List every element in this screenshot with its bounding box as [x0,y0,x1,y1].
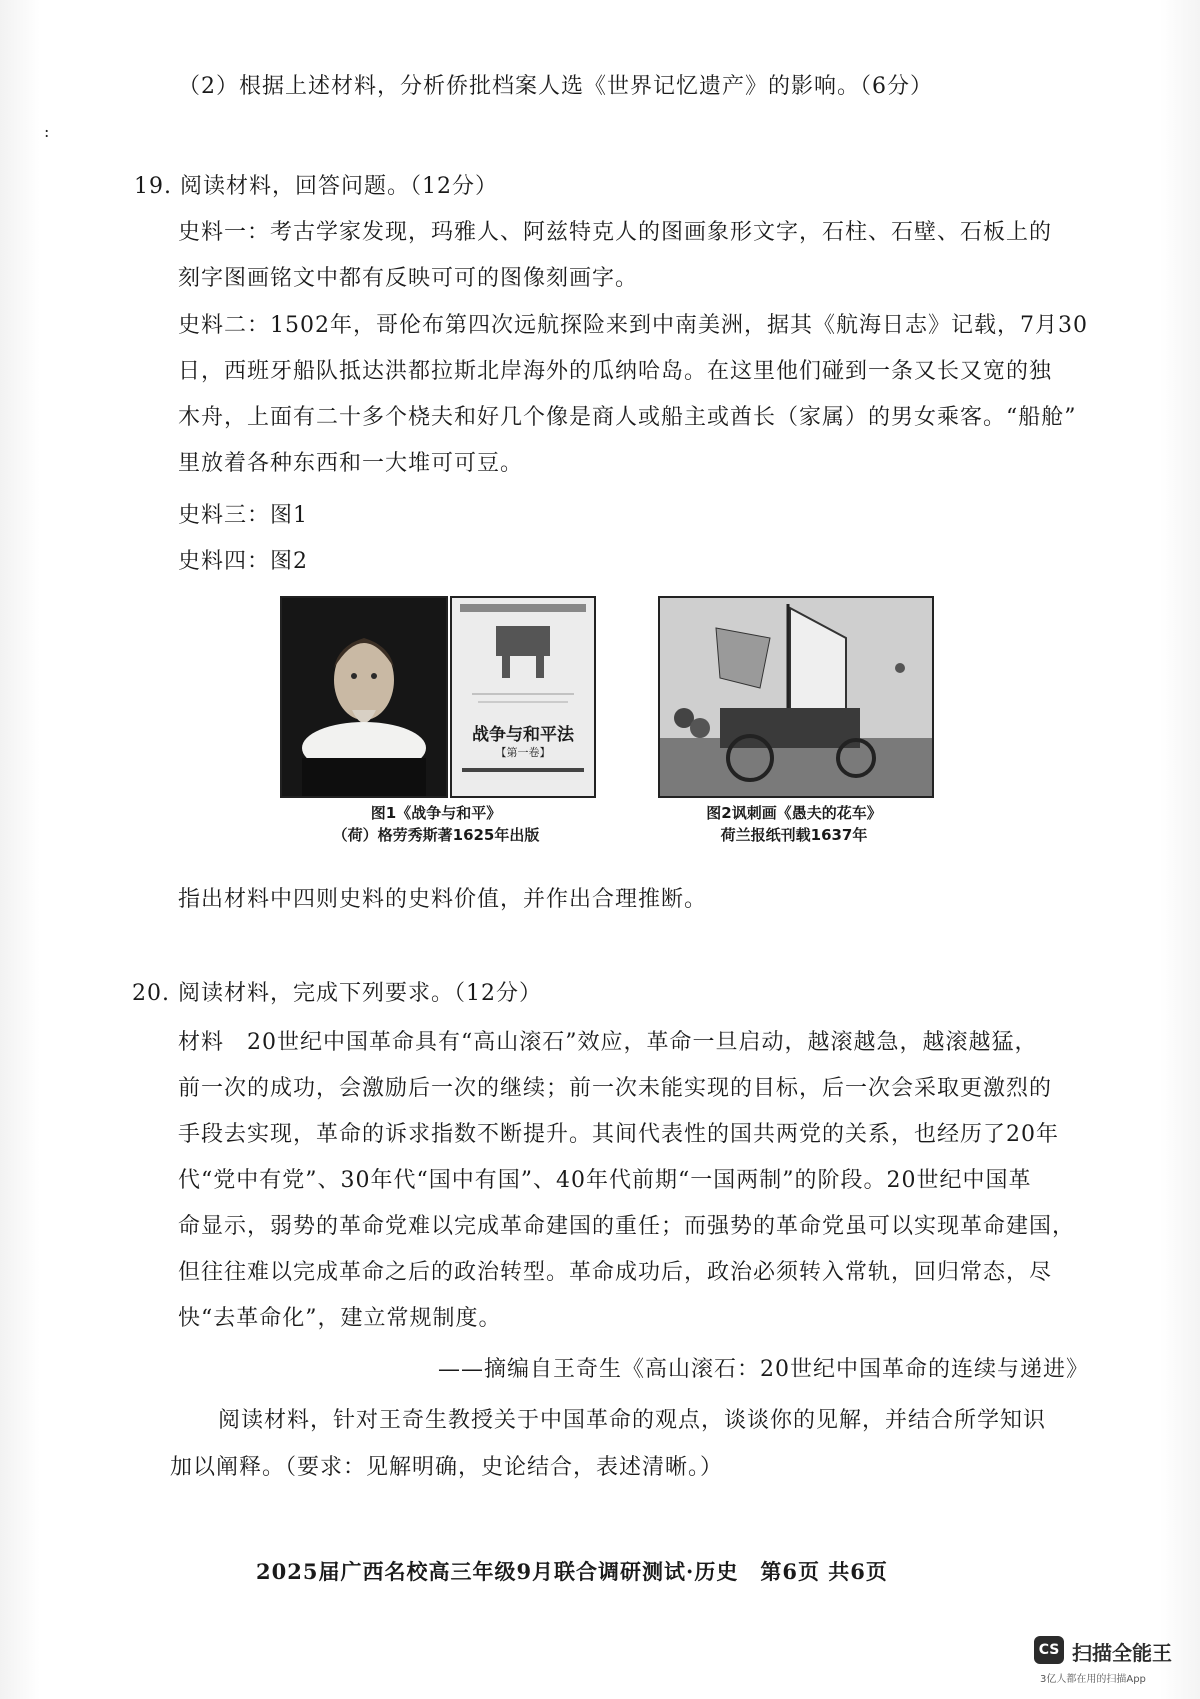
q20-source: ——摘编自王奇生《高山滚石：20世纪中国革命的连续与递进》 [438,1357,1089,1382]
q20-material-line2: 前一次的成功，会激励后一次的继续；前一次未能实现的目标，后一次会采取更激烈的 [178,1076,1053,1101]
q19-source4: 史料四：图2 [178,549,308,574]
figure1-portrait [280,596,448,798]
q20-material-line3: 手段去实现，革命的诉求指数不断提升。其间代表性的国共两党的关系，也经历了20年 [178,1122,1059,1147]
q19-heading: 19. 阅读材料，回答问题。（12分） [134,174,498,199]
book-volume: 【第一卷】 [495,746,551,759]
q20-task-line1: 阅读材料，针对王奇生教授关于中国革命的观点，谈谈你的见解，并结合所学知识 [218,1408,1047,1433]
page-footer: 2025届广西名校高三年级9月联合调研测试·历史 第6页 共6页 [256,1559,888,1584]
grotius-portrait-illustration [282,598,446,796]
q20-task-line2: 加以阐释。（要求：见解明确，史论结合，表述清晰。） [170,1455,724,1480]
q19-source2-line3: 木舟，上面有二十多个桡夫和好几个像是商人或船主或酋长（家属）的男女乘客。“船舱” [178,405,1077,430]
q18-part2: （2）根据上述材料，分析侨批档案人选《世界记忆遗产》的影响。（6分） [178,74,933,99]
book-title: 战争与和平法 [472,725,574,745]
book-cover-emblem [452,598,594,718]
camscanner-logo-icon: CS [1034,1636,1064,1664]
q20-material-line6: 但往往难以完成革命之后的政治转型。革命成功后，政治必须转入常轨，回归常态，尽 [178,1260,1053,1285]
fools-wagon-illustration [660,598,932,796]
figure1-caption-line2: （荷）格劳秀斯著1625年出版 [332,826,540,844]
q19-source2-line1: 史料二：1502年，哥伦布第四次远航探险来到中南美洲，据其《航海日志》记载，7月30 [178,313,1088,338]
camscanner-brand: 扫描全能王 [1072,1641,1172,1665]
q20-material-line7: 快“去革命化”，建立常规制度。 [178,1306,502,1331]
q19-source2-line2: 日，西班牙船队抵达洪都拉斯北岸海外的瓜纳哈岛。在这里他们碰到一条又长又宽的独 [178,359,1053,384]
book-publisher-bar [462,768,584,772]
q20-material-line1: 材料 20世纪中国革命具有“高山滚石”效应，革命一旦启动，越滚越急，越滚越猛， [178,1030,1038,1055]
q19-source2-line4: 里放着各种东西和一大堆可可豆。 [178,451,524,476]
q19-source1-line2: 刻字图画铭文中都有反映可可的图像刻画字。 [178,266,639,291]
figure1-book-cover [450,596,596,798]
q19-task: 指出材料中四则史料的史料价值，并作出合理推断。 [178,887,708,912]
figure2-satirical-print [658,596,934,798]
figure2-caption-line1: 图2讽刺画《愚夫的花车》 [706,804,882,822]
q20-heading: 20. 阅读材料，完成下列要求。（12分） [132,981,542,1006]
q20-material-line5: 命显示，弱势的革命党难以完成革命建国的重任；而强势的革命党虽可以实现革命建国， [178,1214,1076,1239]
camscanner-tagline: 3亿人都在用的扫描App [1040,1674,1146,1685]
q19-source3: 史料三：图1 [178,503,308,528]
figure2-caption-line2: 荷兰报纸刊载1637年 [720,826,868,844]
q19-source1-line1: 史料一：考古学家发现，玛雅人、阿兹特克人的图画象形文字，石柱、石壁、石板上的 [178,220,1053,245]
q20-material-line4: 代“党中有党”、30年代“国中有国”、40年代前期“一国两制”的阶段。20世纪中国革 [178,1168,1032,1193]
figure1-caption-line1: 图1《战争与和平》 [370,804,502,822]
margin-marks: : [44,122,50,141]
